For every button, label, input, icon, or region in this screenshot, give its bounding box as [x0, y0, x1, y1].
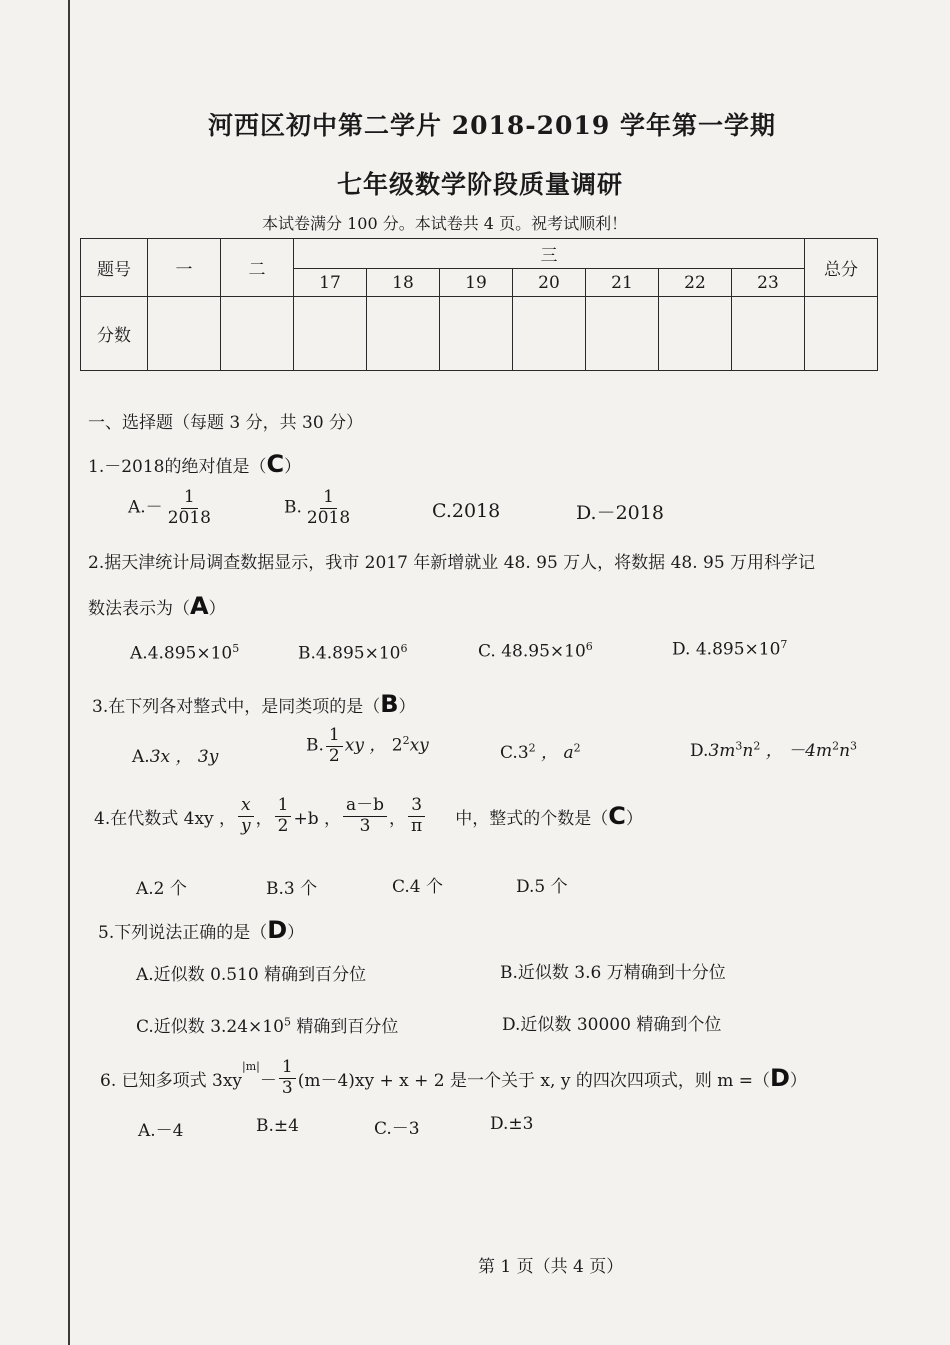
score-cell [513, 297, 586, 371]
q2-d-label: D. [672, 639, 691, 660]
q3-b-num: 1 [326, 726, 343, 747]
q4-option-d: D.5 个 [516, 877, 568, 897]
q4-f3-num: a－b [343, 796, 387, 817]
q2-c-label: C. [478, 641, 496, 662]
col-total: 总分 [805, 239, 878, 297]
col-q21: 21 [586, 269, 659, 297]
question-3-close: ） [398, 697, 416, 717]
handwritten-answer-4: C [608, 802, 626, 831]
q2-a-base: 4.895×10 [147, 643, 233, 664]
q3-d-t3: n [839, 741, 851, 761]
q3-d-t2: n [742, 741, 754, 761]
q4-comma: ， [255, 808, 273, 829]
q3-a-text: 3x ， 3y [149, 747, 219, 767]
q2-d-base: 4.895×10 [695, 639, 781, 660]
question-4-stem-pre: 4.在代数式 4xy ， [94, 808, 237, 829]
col-q19: 19 [440, 269, 513, 297]
q3-c-a: ， a [535, 743, 574, 763]
score-table [80, 238, 878, 371]
q1-b-label: B. [284, 497, 302, 518]
score-cell [294, 297, 367, 371]
q6-frac-third [279, 1058, 296, 1098]
q4-f1-den: y [241, 815, 251, 836]
q3-d-t1: 3m [708, 741, 736, 761]
col-q23: 23 [732, 269, 805, 297]
row-label-score: 分数 [81, 297, 148, 371]
q2-b-exp: 6 [400, 642, 408, 655]
q4-option-a: A.2 个 [136, 879, 187, 899]
score-cell [148, 297, 221, 371]
q6-minus: － [259, 1070, 277, 1091]
q3-option-a [132, 742, 218, 767]
score-cell [659, 297, 732, 371]
q5-option-d: D.近似数 30000 精确到个位 [502, 1015, 722, 1035]
q3-d-sep: ， －4m [760, 741, 833, 761]
q4-f1-num: x [238, 796, 254, 817]
score-cell [440, 297, 513, 371]
col-q20: 20 [513, 269, 586, 297]
question-2-line2 [88, 592, 226, 620]
score-cell [367, 297, 440, 371]
question-1-close: ） [284, 457, 302, 477]
exam-info: 本试卷满分 100 分。本试卷共 4 页。祝考试顺利！ [262, 214, 628, 233]
q3-c-three-exp: 2 [528, 741, 536, 755]
handwritten-answer-6: D [770, 1064, 790, 1093]
question-2-stem: 数法表示为（ [88, 599, 190, 619]
q4-frac-three-over-pi [408, 796, 425, 836]
q1-option-c: C.2018 [432, 500, 501, 522]
q4-option-b: B.3 个 [266, 879, 318, 899]
score-cell [805, 297, 878, 371]
q3-b-fraction [326, 726, 343, 766]
question-5-stem: 5.下列说法正确的是（ [98, 923, 268, 943]
page-subtitle-title: 七年级数学阶段质量调研 [337, 170, 624, 199]
q6-option-a: A.－4 [138, 1121, 184, 1141]
question-6-stem-mid: (m－4)xy + x + 2 是一个关于 x, y 的四次四项式，则 m =（ [297, 1070, 770, 1091]
q2-a-label: A. [130, 643, 148, 664]
q3-d-label: D. [690, 741, 709, 761]
q5-option-a: A.近似数 0.510 精确到百分位 [136, 965, 367, 985]
q3-d-e3: 2 [832, 739, 840, 753]
page-number: 第 1 页（共 4 页） [478, 1257, 624, 1277]
q3-b-label: B. [306, 735, 324, 756]
col-section-one: 一 [148, 239, 221, 297]
q3-c-label: C. [500, 743, 518, 763]
handwritten-answer-2: A [190, 592, 209, 620]
q2-option-b [298, 642, 407, 664]
q3-d-e1: 3 [735, 739, 743, 753]
q2-b-label: B. [298, 643, 316, 664]
q4-frac-half [275, 796, 292, 836]
q2-b-base: 4.895×10 [315, 643, 401, 664]
q1-option-b [284, 488, 355, 528]
q3-c-a-exp: 2 [573, 741, 581, 755]
question-2-close: ） [208, 599, 226, 619]
q2-option-d [672, 638, 787, 660]
q1-a-den: 2018 [167, 507, 211, 528]
q3-d-e2: 2 [753, 739, 761, 753]
q4-f2-tail: +b ， [293, 808, 342, 829]
handwritten-answer-5: D [267, 916, 288, 944]
q5-c-post: 精确到百分位 [290, 1017, 399, 1037]
score-cell [732, 297, 805, 371]
q1-a-num: 1 [181, 488, 198, 509]
q1-option-a [128, 488, 216, 528]
q6-frac-den: 3 [281, 1077, 293, 1098]
q5-option-b: B.近似数 3.6 万精确到十分位 [500, 963, 726, 983]
q3-c-three: 3 [517, 743, 529, 763]
question-6-close: ） [789, 1070, 807, 1091]
row-label-question-no: 题号 [81, 239, 148, 297]
q2-c-base: 48.95×10 [501, 641, 586, 662]
q3-option-b [306, 726, 429, 766]
q1-b-num: 1 [320, 488, 337, 509]
q1-a-fraction [165, 488, 214, 528]
q4-f4-num: 3 [408, 796, 425, 817]
q3-b-xy: xy ， [344, 735, 392, 756]
q6-frac-num: 1 [279, 1058, 296, 1079]
question-4-close: ） [625, 808, 643, 829]
q3-d-e4: 3 [850, 739, 858, 753]
q3-option-c [500, 738, 581, 763]
q2-a-exp: 5 [232, 642, 240, 655]
question-1-stem: 1.－2018的绝对值是（ [88, 457, 267, 477]
q6-option-d: D.±3 [490, 1114, 534, 1134]
q5-c-pre: C.近似数 3.24×10 [136, 1017, 284, 1037]
q4-frac-x-over-y [238, 796, 254, 836]
q3-option-d [690, 736, 857, 761]
col-q22: 22 [659, 269, 732, 297]
q3-a-label: A. [132, 747, 150, 767]
question-2-line1: 2.据天津统计局调查数据显示，我市 2017 年新增就业 48. 95 万人，将数据 48. 95 万用科学记 [88, 553, 816, 573]
question-5-close: ） [287, 923, 305, 943]
q5-c-exp: 5 [283, 1015, 291, 1029]
score-cell [221, 297, 294, 371]
col-section-three: 三 [294, 239, 805, 269]
question-6-stem-pre: 6. 已知多项式 3xy [100, 1070, 243, 1091]
section-heading: 一、选择题（每题 3 分，共 30 分） [88, 413, 364, 433]
col-q18: 18 [367, 269, 440, 297]
q1-b-den: 2018 [306, 507, 351, 528]
q2-option-c [478, 640, 593, 662]
handwritten-answer-1: C [266, 450, 285, 478]
q3-b-tail: xy [409, 735, 429, 756]
question-6-exp: |m| [242, 1060, 260, 1073]
q6-option-b: B.±4 [256, 1116, 299, 1136]
col-section-two: 二 [221, 239, 294, 297]
question-3-stem: 3.在下列各对整式中，是同类项的是（ [92, 697, 381, 717]
question-4 [94, 796, 643, 836]
handwritten-answer-3: B [380, 690, 399, 718]
q2-option-a [130, 642, 239, 664]
question-5 [98, 916, 304, 944]
q1-b-fraction [304, 488, 353, 528]
q3-b-two-exp: 2 [402, 733, 410, 747]
q6-option-c: C.－3 [374, 1119, 420, 1139]
question-1 [88, 450, 301, 478]
q4-f4-den: π [411, 815, 423, 836]
page-title: 河西区初中第二学片 2018-2019 学年第一学期 [208, 111, 776, 140]
q4-comma: ， [389, 808, 407, 829]
q2-d-exp: 7 [780, 638, 788, 651]
score-cell [586, 297, 659, 371]
paper-edge-line [68, 0, 70, 1345]
q4-f2-num: 1 [275, 796, 292, 817]
q5-option-c [136, 1012, 398, 1037]
q3-b-two: 2 [391, 735, 403, 756]
q4-f3-den: 3 [359, 815, 371, 836]
q2-c-exp: 6 [585, 640, 593, 653]
q4-option-c: C.4 个 [392, 877, 444, 897]
q4-f2-den: 2 [277, 815, 289, 836]
q1-a-label: A.－ [128, 497, 163, 518]
q3-b-den: 2 [328, 745, 340, 766]
q4-frac-a-minus-b [343, 796, 387, 836]
question-3 [92, 690, 416, 718]
col-q17: 17 [294, 269, 367, 297]
q1-option-d: D.－2018 [576, 502, 664, 524]
question-6 [100, 1058, 807, 1098]
question-4-stem-post: 中，整式的个数是（ [455, 808, 609, 829]
